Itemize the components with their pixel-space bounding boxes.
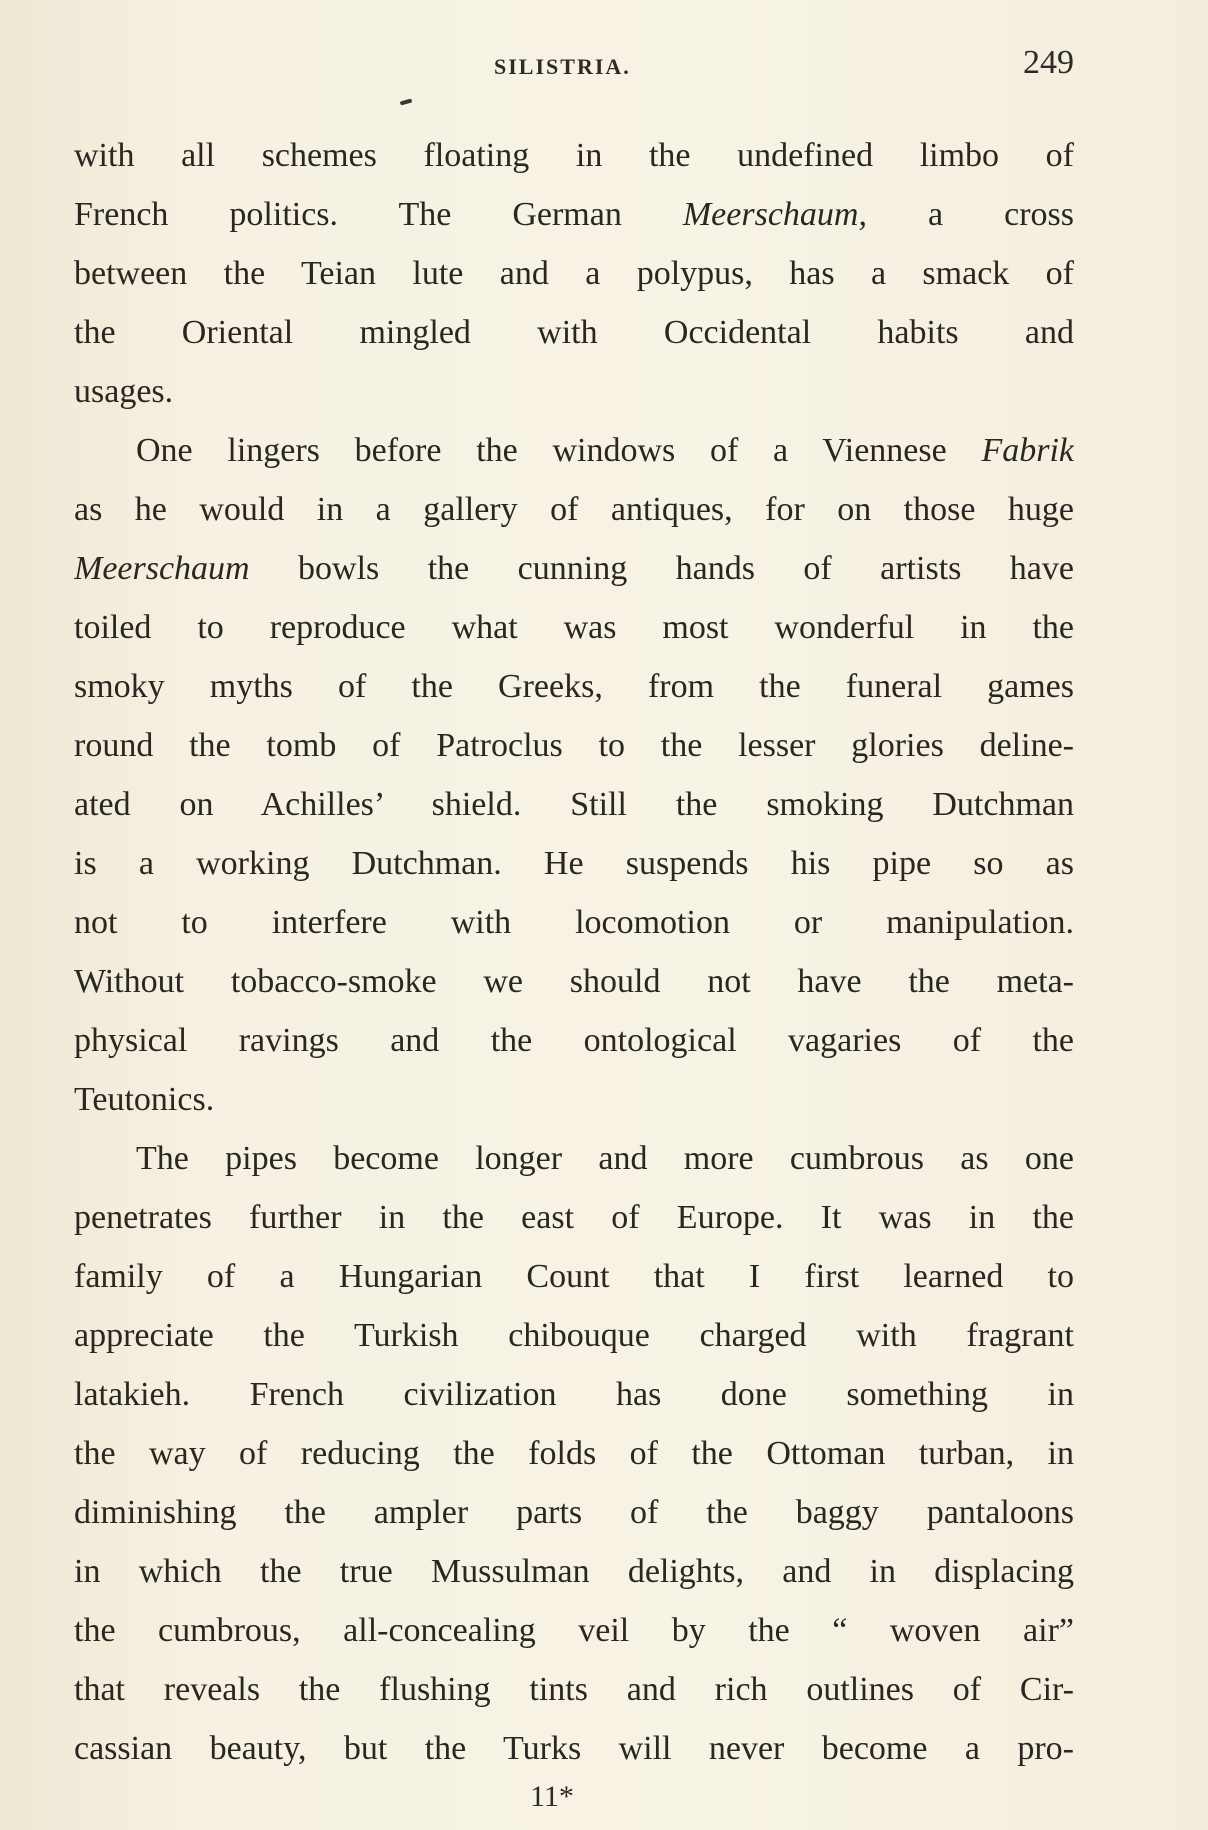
text-line: physical ravings and the ontological vagaries of the — [74, 1022, 1074, 1059]
text-line: that reveals the flushing tints and rich outlines of Cir- — [74, 1671, 1074, 1708]
italic-term: Meerschaum, — [682, 196, 867, 233]
text-line: the cumbrous, all-concealing veil by the “ woven air” — [74, 1612, 1074, 1649]
italic-term: Fabrik — [981, 432, 1074, 469]
text-line: ated on Achilles’ shield. Still the smoking Dutchman — [74, 786, 1074, 823]
text-line: usages. — [74, 373, 174, 410]
page-header — [74, 44, 1074, 84]
text-line: is a working Dutchman. He suspends his pipe so as — [74, 845, 1074, 882]
italic-term: Meerschaum — [74, 550, 250, 587]
text-line: Teutonics. — [74, 1081, 215, 1118]
running-title: SILISTRIA. — [494, 54, 631, 79]
page-number: 249 — [1023, 44, 1074, 81]
text-line: One lingers before the windows of a Viennese Fabrik — [136, 432, 1074, 469]
text-line: the way of reducing the folds of the Ottoman turban, in — [74, 1435, 1074, 1472]
text-line: as he would in a gallery of antiques, for on those huge — [74, 491, 1074, 528]
text-line: Meerschaum bowls the cunning hands of artists have — [74, 550, 1074, 587]
text-line: appreciate the Turkish chibouque charged with fragrant — [74, 1317, 1074, 1354]
text-line: cassian beauty, but the Turks will never become a pro- — [74, 1730, 1074, 1767]
text-line: round the tomb of Patroclus to the lesser glories deline- — [74, 727, 1074, 764]
text-line: with all schemes floating in the undefined limbo of — [74, 137, 1074, 174]
signature-mark: 11* — [530, 1780, 574, 1813]
text-line: latakieh. French civilization has done something in — [74, 1376, 1074, 1413]
body-text — [74, 126, 1074, 1778]
text-line: smoky myths of the Greeks, from the funeral games — [74, 668, 1074, 705]
text-line: family of a Hungarian Count that I first learned to — [74, 1258, 1074, 1295]
text-line: The pipes become longer and more cumbrous as one — [136, 1140, 1074, 1177]
text-line: penetrates further in the east of Europe. It was in the — [74, 1199, 1074, 1236]
text-line: between the Teian lute and a polypus, has a smack of — [74, 255, 1074, 292]
text-line: in which the true Mussulman delights, and in displacing — [74, 1553, 1074, 1590]
text-line: not to interfere with locomotion or manipulation. — [74, 904, 1074, 941]
text-line: diminishing the ampler parts of the baggy pantaloons — [74, 1494, 1074, 1531]
text-line: toiled to reproduce what was most wonderful in the — [74, 609, 1074, 646]
text-line: Without tobacco-smoke we should not have the meta- — [74, 963, 1074, 1000]
text-line: French politics. The German Meerschaum, a cross — [74, 196, 1074, 233]
text-line: the Oriental mingled with Occidental habits and — [74, 314, 1074, 351]
ink-smudge — [400, 99, 413, 106]
